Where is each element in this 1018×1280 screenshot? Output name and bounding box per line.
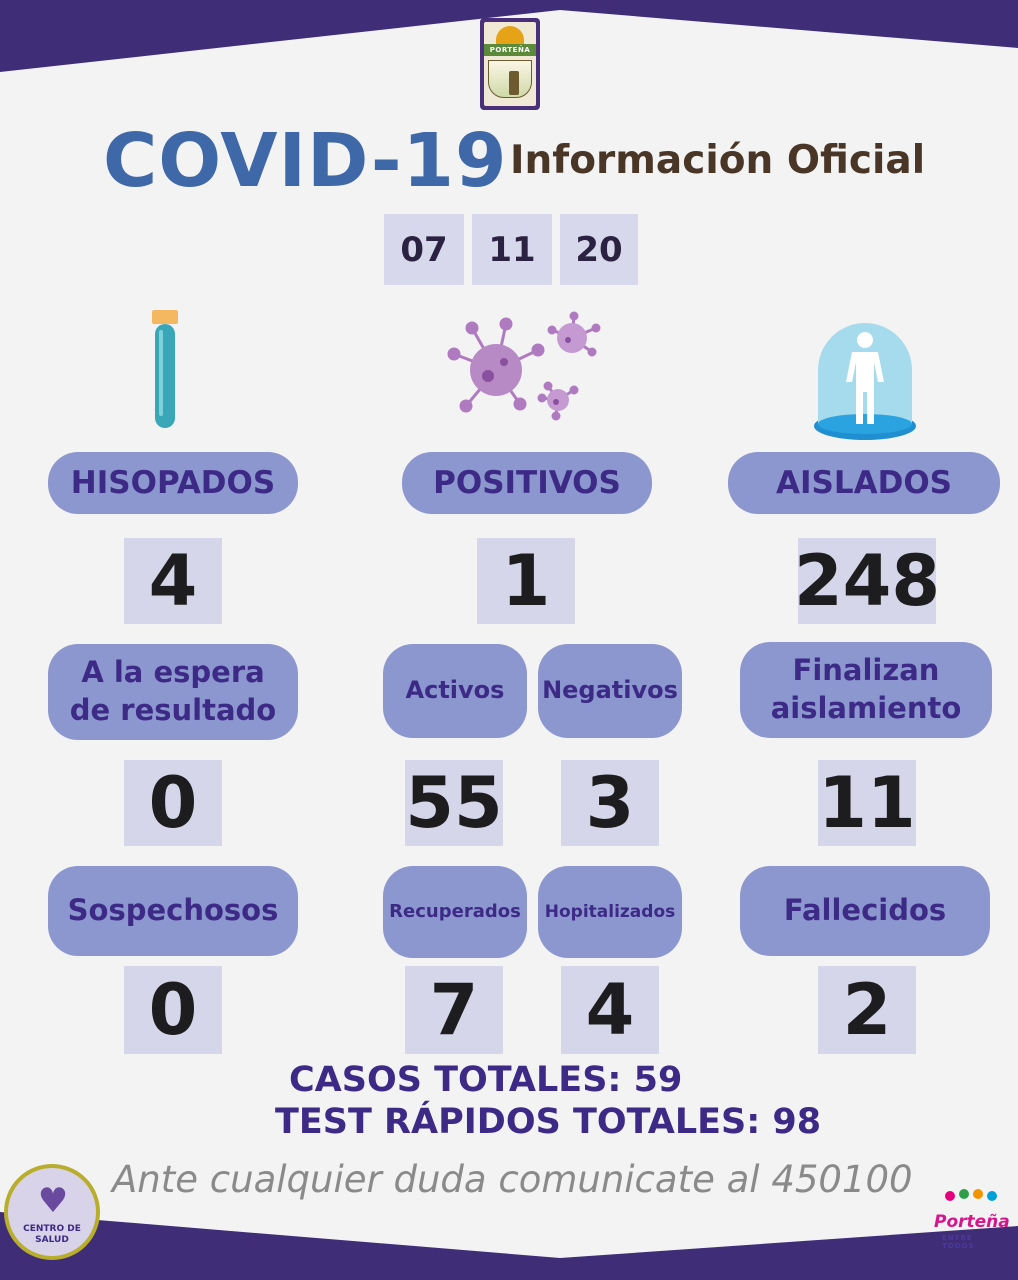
finalizan-label [740,642,992,738]
portena-brand-sub: ENTRE TODOS [942,1234,975,1250]
fallecidos-label: Fallecidos [740,866,990,956]
page-subtitle: Información Oficial [510,138,926,183]
centro-de-salud-text [8,1224,96,1247]
page-title: COVID-19 [103,118,508,204]
espera-label-line2: de resultado [69,693,277,727]
positivos-label: POSITIVOS [402,452,652,514]
espera-value: 0 [124,760,222,846]
hisopados-value: 4 [124,538,222,624]
crest-field [488,60,532,98]
sospechosos-value: 0 [124,966,222,1054]
centro-de-salud-line2: SALUD [35,1235,69,1246]
centro-de-salud-badge [4,1164,100,1260]
sun-icon [496,26,524,44]
aislados-label: AISLADOS [728,452,1000,514]
date-day: 07 [384,214,464,285]
finalizan-value: 11 [818,762,916,844]
centro-de-salud-line1: CENTRO DE [23,1224,81,1234]
portena-brand-badge [932,1186,1010,1250]
positivos-value: 1 [477,538,575,624]
hospitalizados-value: 4 [561,966,659,1054]
date-year: 20 [560,214,638,285]
hisopados-label: HISOPADOS [48,452,298,514]
hospitalizados-label: Hopitalizados [538,866,682,958]
aislados-value: 248 [793,540,941,622]
negativos-label: Negativos [538,644,682,738]
municipal-crest-logo [480,18,540,110]
isolated-person-icon [812,320,918,442]
finalizan-label-line1: Finalizan [792,653,940,688]
recuperados-value: 7 [405,966,503,1054]
contact-message: Ante cualquier duda comunicate al 450100 [112,1158,913,1201]
test-tube-icon [150,308,180,434]
heart-stethoscope-icon: ♥ [37,1181,69,1221]
finalizan-label-line2: aislamiento [770,691,962,725]
test-rapidos-totales: TEST RÁPIDOS TOTALES: 98 [275,1102,822,1142]
portena-brand-word: Porteña [934,1212,1010,1232]
crest-label: PORTEÑA [484,44,536,56]
negativos-value: 3 [561,760,659,846]
date-month: 11 [472,214,552,285]
fallecidos-value: 2 [818,966,916,1054]
bottom-band [0,1200,1018,1280]
sospechosos-label: Sospechosos [48,866,298,956]
virus-icon [446,310,606,422]
espera-label [48,644,298,740]
espera-label-line1: A la espera [81,655,265,690]
recuperados-label: Recuperados [383,866,527,958]
activos-label: Activos [383,644,527,738]
activos-value: 55 [405,762,503,844]
casos-totales: CASOS TOTALES: 59 [289,1060,683,1100]
people-icon [942,1188,998,1212]
